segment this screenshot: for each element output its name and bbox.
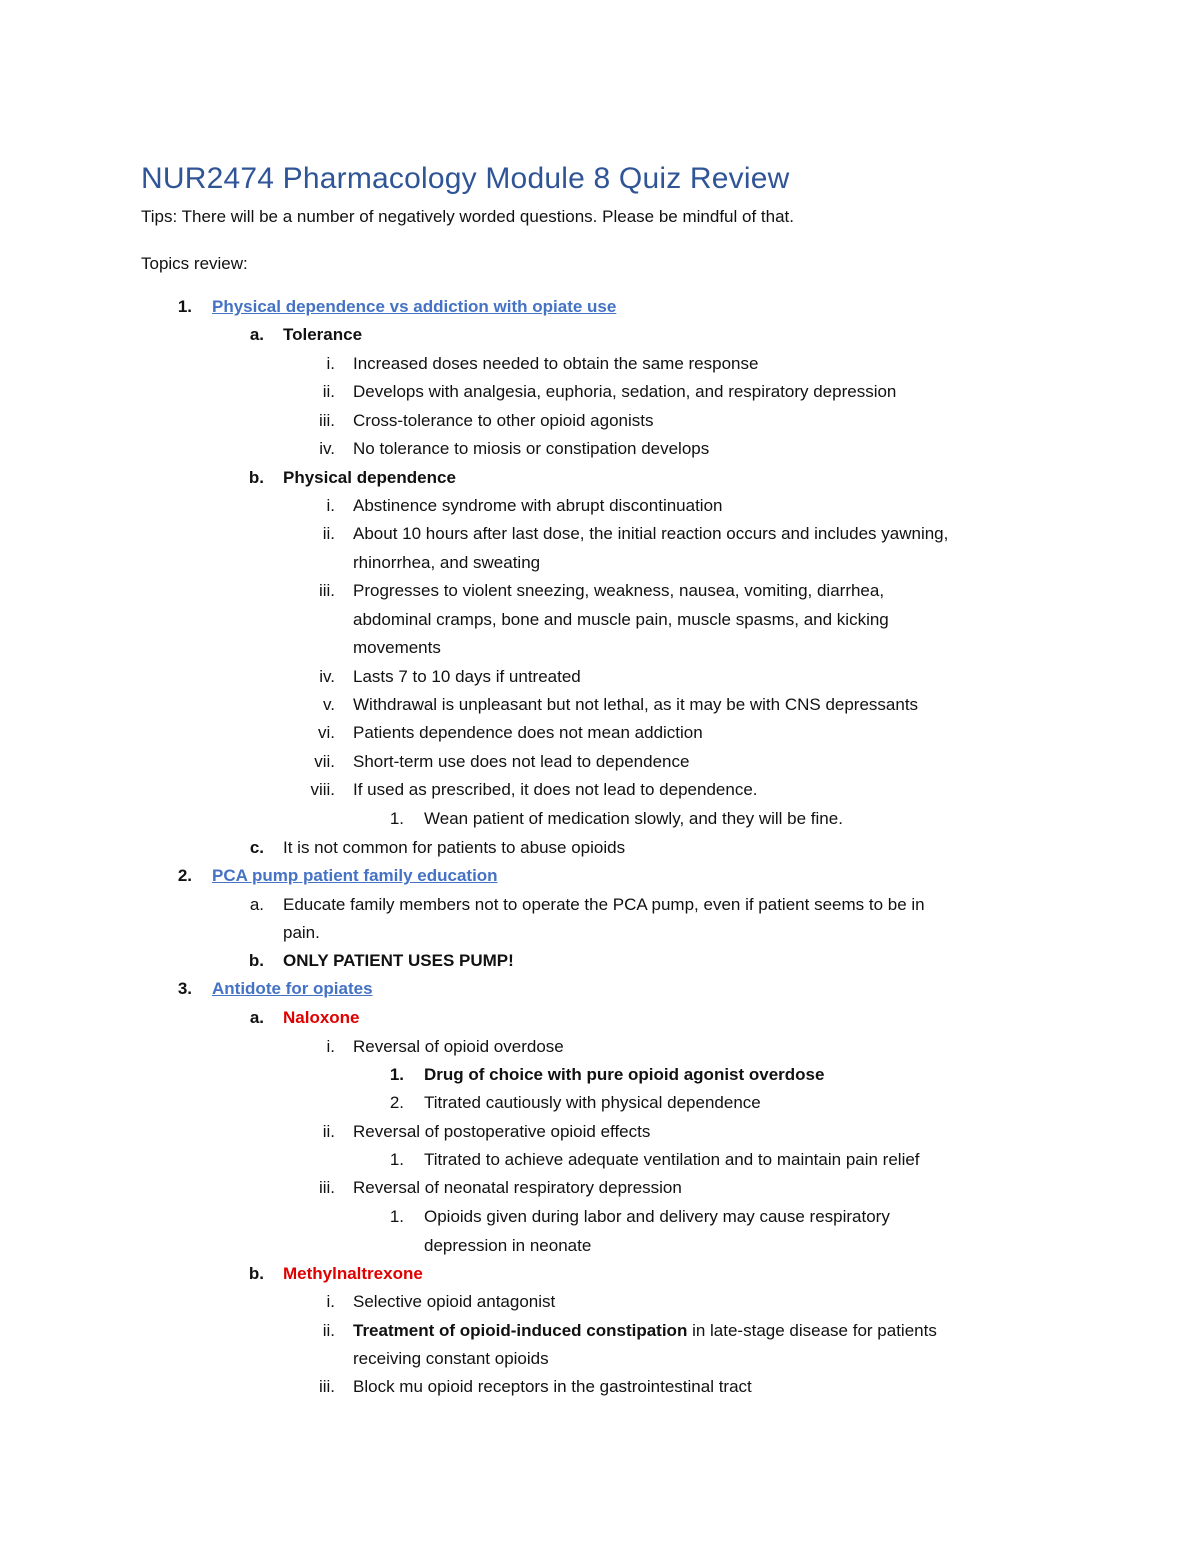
list-marker: b.	[248, 468, 264, 487]
list-number: 1.	[177, 297, 192, 316]
plain-phrase: in late-stage disease for patients	[687, 1321, 937, 1340]
list-item-text: About 10 hours after last dose, the initial reaction occurs and includes yawning,	[353, 524, 949, 543]
list-marker: iii.	[318, 581, 335, 600]
list-marker: iv.	[319, 439, 335, 458]
list-marker: 1.	[389, 809, 404, 828]
list-marker: ii.	[322, 1122, 335, 1141]
list-marker: a.	[249, 895, 264, 914]
list-marker: 2.	[389, 1093, 404, 1112]
list-item-text: Titrated to achieve adequate ventilation and to maintain pain relief	[424, 1150, 920, 1169]
list-item-text: Drug of choice with pure opioid agonist overdose	[424, 1065, 825, 1084]
bold-phrase: Treatment of opioid-induced constipation	[353, 1321, 688, 1340]
list-marker: ii.	[322, 524, 335, 543]
list-item-text: Selective opioid antagonist	[353, 1292, 556, 1311]
list-marker: i.	[326, 354, 335, 373]
list-marker: b.	[248, 951, 264, 970]
list-marker: a.	[249, 325, 264, 344]
section-3-link[interactable]: Antidote for opiates	[212, 979, 373, 998]
subheading-methylnaltrexone: Methylnaltrexone	[283, 1264, 423, 1283]
list-marker: iii.	[318, 1377, 335, 1396]
list-item-text: depression in neonate	[424, 1236, 592, 1255]
list-item-text: movements	[353, 638, 441, 657]
list-item-text: Patients dependence does not mean addiction	[353, 723, 703, 742]
list-marker: viii.	[310, 780, 335, 799]
list-item-text: Reversal of opioid overdose	[353, 1037, 564, 1056]
list-marker: iv.	[319, 667, 335, 686]
list-marker: 1.	[389, 1207, 404, 1226]
list-item-text: Abstinence syndrome with abrupt discontinuation	[353, 496, 723, 515]
list-marker: a.	[249, 1008, 264, 1027]
list-marker: vi.	[318, 723, 335, 742]
section-1-link[interactable]: Physical dependence vs addiction with opiate use	[212, 297, 617, 316]
list-item-text: No tolerance to miosis or constipation develops	[353, 439, 710, 458]
tips-text: Tips: There will be a number of negatively worded questions. Please be mindful of that.	[141, 207, 794, 226]
list-item-text: It is not common for patients to abuse opioids	[283, 838, 626, 857]
list-marker: vii.	[314, 752, 335, 771]
list-item-text: Increased doses needed to obtain the same response	[353, 354, 759, 373]
subheading-naloxone: Naloxone	[283, 1008, 360, 1027]
list-marker: ii.	[322, 1321, 335, 1340]
list-item-text: ONLY PATIENT USES PUMP!	[283, 951, 514, 970]
section-2-link[interactable]: PCA pump patient family education	[212, 866, 498, 885]
subheading-tolerance: Tolerance	[283, 325, 363, 344]
topics-label: Topics review:	[141, 254, 248, 273]
list-marker: 1.	[389, 1150, 404, 1169]
list-number: 3.	[177, 979, 192, 998]
list-number: 2.	[177, 866, 192, 885]
list-marker: b.	[248, 1264, 264, 1283]
list-item-text: receiving constant opioids	[353, 1349, 549, 1368]
list-item-text: Progresses to violent sneezing, weakness, nausea, vomiting, diarrhea,	[353, 581, 885, 600]
list-marker: iii.	[318, 411, 335, 430]
list-marker: c.	[249, 838, 264, 857]
list-item-text: Withdrawal is unpleasant but not lethal, as it may be with CNS depressants	[353, 695, 919, 714]
list-item-text: Reversal of postoperative opioid effects	[353, 1122, 651, 1141]
list-item-text: pain.	[283, 923, 320, 942]
list-item-text: Lasts 7 to 10 days if untreated	[353, 667, 581, 686]
list-item-text: rhinorrhea, and sweating	[353, 553, 541, 572]
list-marker: 1.	[389, 1065, 404, 1084]
list-item-text: Educate family members not to operate the PCA pump, even if patient seems to be in	[283, 895, 925, 914]
list-marker: i.	[326, 496, 335, 515]
list-item-text: Cross-tolerance to other opioid agonists	[353, 411, 654, 430]
list-item-text: Develops with analgesia, euphoria, sedation, and respiratory depression	[353, 382, 897, 401]
list-marker: iii.	[318, 1178, 335, 1197]
list-marker: ii.	[322, 382, 335, 401]
list-item-text: If used as prescribed, it does not lead to dependence.	[353, 780, 758, 799]
list-item-text: Reversal of neonatal respiratory depression	[353, 1178, 682, 1197]
subheading-physical-dependence: Physical dependence	[283, 468, 456, 487]
list-marker: v.	[323, 695, 335, 714]
list-item-text: Opioids given during labor and delivery may cause respiratory	[424, 1207, 890, 1226]
page-title: NUR2474 Pharmacology Module 8 Quiz Review	[141, 162, 790, 195]
list-item-text: Short-term use does not lead to dependence	[353, 752, 690, 771]
list-item-text: abdominal cramps, bone and muscle pain, muscle spasms, and kicking	[353, 610, 889, 629]
list-item-text: Wean patient of medication slowly, and they will be fine.	[424, 809, 843, 828]
list-item-text: Block mu opioid receptors in the gastrointestinal tract	[353, 1377, 752, 1396]
list-item-text: Titrated cautiously with physical dependence	[424, 1093, 761, 1112]
list-marker: i.	[326, 1292, 335, 1311]
list-marker: i.	[326, 1037, 335, 1056]
list-item-text	[353, 1317, 937, 1345]
